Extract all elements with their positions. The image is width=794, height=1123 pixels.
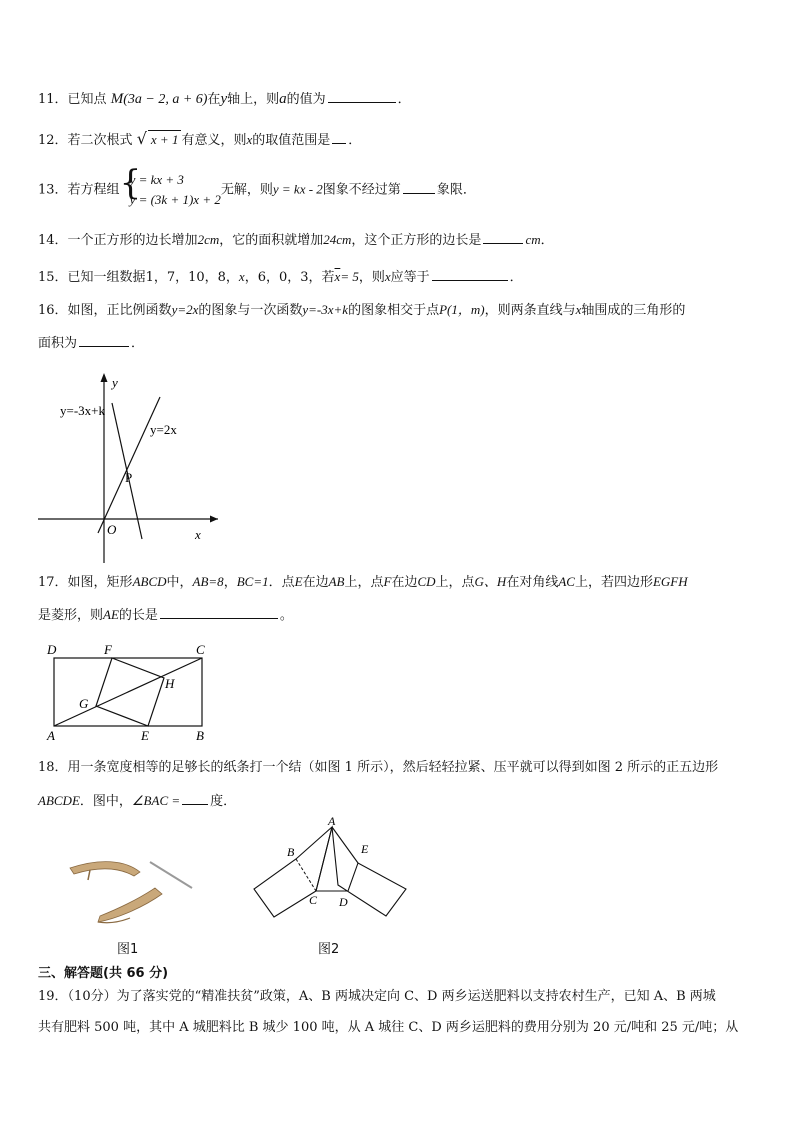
q-data: ，6，0，3，若 (244, 270, 335, 285)
math-seg: AC (558, 574, 575, 589)
math-eq: = 5 (340, 269, 359, 284)
figure-18-2-pentagon (248, 815, 413, 925)
math-radicand: x + 1 (148, 130, 182, 149)
q-text: 在边 (391, 575, 418, 590)
label-line-2: y=2x (150, 422, 177, 437)
math-point: F (383, 574, 392, 589)
q-text: ．点 (268, 575, 295, 590)
label-f: F (104, 642, 112, 657)
q-number: 13． (38, 182, 68, 198)
q-text: 图象不经过第 (322, 182, 401, 198)
math-var: x (238, 269, 245, 284)
strip-right (316, 827, 406, 916)
label-p: P (125, 470, 133, 485)
q-number: 15． (38, 270, 68, 285)
answer-blank[interactable] (332, 129, 346, 144)
y-axis-arrow-icon (101, 373, 108, 382)
q-text: 在对角线 (506, 575, 559, 590)
line-y-2x (98, 397, 160, 533)
math-func: y=-3x+k (302, 302, 349, 317)
q-text: ． (540, 233, 554, 248)
caption-figure-1: 图1 (117, 942, 139, 957)
question-19-line-2: 共有肥料 500 吨，其中 A 城肥料比 B 城少 100 吨，从 A 城往 C、D 两乡运肥料的费用分别为 20 元/吨和 25 元/吨；从 (38, 1020, 739, 1035)
label-b: B (196, 728, 204, 743)
q-number: 12． (38, 133, 68, 148)
diagonal-ac (54, 658, 202, 726)
edge-ae (332, 827, 358, 863)
caption-figure-2: 图2 (318, 942, 340, 957)
dashed-bc (296, 859, 316, 891)
math-shape: ABCDE (38, 793, 80, 808)
math-angle: ∠BAC = (131, 793, 181, 808)
math-var: x (575, 302, 582, 317)
q-text: 已知一组数据 (67, 270, 146, 285)
question-16-line-1 (38, 301, 685, 320)
label-h: H (165, 676, 175, 691)
math-value: 24cm (323, 232, 352, 247)
radical-sign: √ (136, 129, 147, 148)
q-text: 的图象相交于点 (348, 303, 440, 318)
math-shape: EGFH (652, 574, 688, 589)
q-text: 若方程组 (67, 182, 120, 198)
figure-16-graph (30, 365, 230, 565)
q-text: ，则 (358, 270, 385, 285)
label-c: C (196, 642, 205, 657)
question-13 (38, 163, 476, 210)
q-text: 在边 (302, 575, 329, 590)
math-shape: ABCD (132, 574, 167, 589)
math-var: x (384, 269, 391, 284)
answer-blank[interactable] (328, 88, 396, 103)
label-origin: O (107, 522, 117, 537)
section-heading: 三、解答题(共 66 分) (38, 966, 169, 981)
math-mean: $\overline{x}$ (334, 269, 341, 284)
q-text: 度． (210, 794, 237, 809)
q-number: 14． (38, 233, 68, 248)
q-text: ，这个正方形的边长是 (351, 233, 482, 248)
q-text: 应等于 (390, 270, 430, 285)
math-seg: AE (103, 607, 119, 622)
q-text: ， (223, 575, 237, 590)
q-text: ，则两条直线与 (484, 303, 576, 318)
answer-blank[interactable] (182, 790, 208, 805)
math-value: 2cm (197, 232, 220, 247)
figure-18-1-knot (60, 850, 200, 930)
math-eq: BC=1 (236, 574, 269, 589)
answer-blank[interactable] (79, 332, 129, 347)
q-text: 上，点 (344, 575, 384, 590)
question-18-line-2 (38, 790, 236, 811)
knot-strip-top (70, 862, 140, 876)
q-text: 的图象与一次函数 (198, 303, 303, 318)
q-text: ． (397, 92, 411, 107)
math-point: P(1，m) (439, 302, 485, 317)
answer-blank[interactable] (432, 266, 508, 281)
math-point: G、H (474, 574, 507, 589)
math-func: y=2x (171, 302, 199, 317)
question-17-line-2 (38, 604, 293, 625)
equation-1: y = kx + 3 (129, 172, 184, 187)
knot-strip-end (88, 870, 90, 880)
q-text: 无解，则 (220, 182, 273, 198)
label-d: D (339, 895, 348, 909)
math-point: E (294, 574, 303, 589)
label-x: x (195, 527, 201, 542)
label-e: E (361, 842, 369, 856)
x-axis-arrow-icon (210, 516, 218, 523)
question-15 (38, 266, 523, 287)
label-a: A (47, 728, 55, 743)
math-point: M (110, 91, 124, 107)
q-number: 16． (38, 303, 68, 318)
knot-strip-right (150, 862, 192, 888)
q-text: 已知点 (67, 92, 107, 107)
question-17-line-1 (38, 573, 688, 592)
q-text: 的值为 (286, 92, 326, 107)
q-text: ． (509, 270, 523, 285)
q-text: 如图，矩形 (67, 575, 133, 590)
q-text: 象限． (436, 182, 476, 198)
q-text: 中， (166, 575, 193, 590)
answer-blank[interactable] (483, 229, 523, 244)
label-a: A (328, 815, 336, 828)
q-number: 11． (38, 92, 68, 107)
brace-icon: { (119, 163, 142, 203)
q-data: 1，7，10，8， (145, 270, 239, 285)
question-19-line-1: 19．（10分）为了落实党的“精准扶贫”政策，A、B 两城决定向 C、D 两乡运送肥料以支持农村生产，已知 A、B 两城 (38, 989, 716, 1004)
math-var: x (246, 132, 253, 147)
q-text: 轴上，则 (227, 92, 280, 107)
answer-blank[interactable] (403, 179, 435, 194)
q-number: 17． (38, 575, 68, 590)
figure-17-rectangle (38, 638, 218, 748)
math-seg: CD (417, 574, 436, 589)
q-text: 面积为 (38, 336, 78, 351)
q-text: 。 (279, 608, 293, 623)
math-var: y (220, 91, 228, 107)
question-18-line-1 (38, 759, 718, 777)
math-eq: AB=8 (192, 574, 224, 589)
q-text: 一个正方形的边长增加 (67, 233, 198, 248)
label-g: G (79, 696, 89, 711)
label-c: C (309, 893, 318, 907)
q-text: 在 (207, 92, 221, 107)
question-11 (38, 88, 411, 109)
q-text: 的长是 (118, 608, 158, 623)
q-number: 18． (38, 760, 68, 775)
math-seg: AB (328, 574, 345, 589)
q-text: ，它的面积就增加 (219, 233, 324, 248)
q-text: ． (131, 336, 145, 351)
equation-2: y = (3k + 1)x + 2 (129, 192, 221, 207)
q-text: 的取值范围是 (252, 133, 331, 148)
q-text: 若二次根式 (67, 133, 133, 148)
math-unit: cm (525, 232, 541, 247)
math-func: y = kx - 2 (272, 181, 323, 197)
q-text: ． (348, 133, 362, 148)
q-text: 是菱形，则 (38, 608, 104, 623)
equation-system (119, 163, 221, 210)
q-text: 用一条宽度相等的足够长的纸条打一个结（如图 1 所示），然后轻轻拉紧、压平就可以得到如图 2 所示的正五边形 (67, 760, 719, 775)
answer-blank[interactable] (160, 604, 278, 619)
q-text: 轴围成的三角形的 (581, 303, 686, 318)
label-y: y (112, 375, 118, 390)
q-text: 上，若四边形 (574, 575, 653, 590)
label-line-1: y=-3x+k (60, 403, 105, 418)
knot-strip-bottom (98, 888, 162, 922)
q-text: ．图中， (79, 794, 132, 809)
strip-left (254, 827, 332, 917)
label-e: E (141, 728, 149, 743)
label-b: B (287, 845, 295, 859)
math-coords: (3a − 2, a + 6) (123, 92, 208, 107)
label-d: D (47, 642, 57, 657)
question-12 (38, 129, 361, 150)
q-text: 有意义，则 (181, 133, 247, 148)
q-text: 上，点 (435, 575, 475, 590)
rhombus-egfh (96, 658, 164, 726)
question-16-line-2 (38, 332, 144, 353)
question-14 (38, 229, 554, 250)
math-var: a (279, 91, 287, 107)
q-text: 如图，正比例函数 (67, 303, 172, 318)
